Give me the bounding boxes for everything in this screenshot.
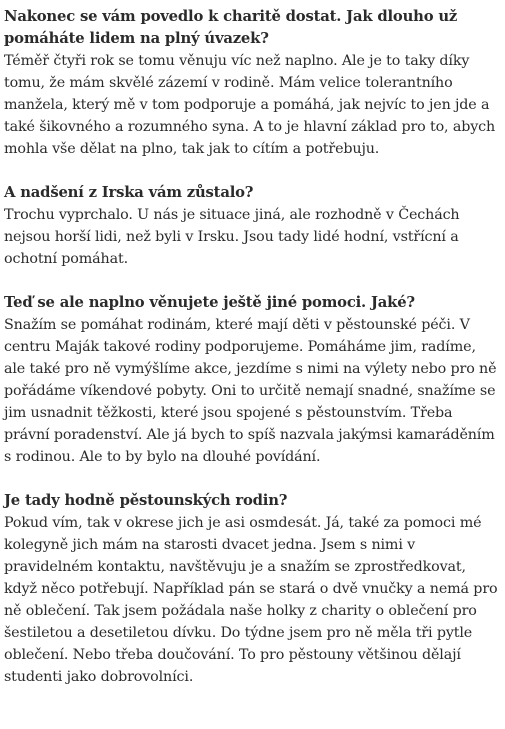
qa-section (4, 182, 499, 270)
interview-question: Je tady hodně pěstounských rodin? (4, 492, 288, 509)
interview-question: Nakonec se vám povedlo k charitě dostat. Jak dlouho už pomáháte lidem na plný úvazek? (4, 8, 458, 47)
interview-question: A nadšení z Irska vám zůstalo? (4, 184, 254, 201)
qa-section (4, 490, 499, 688)
interview-answer: Trochu vyprchalo. U nás je situace jiná, ale rozhodně v Čechách nejsou horší lidi, než byli v Irsku. Jsou tady lidé hodní, vstřícní a ochotní pomáhat. (4, 207, 460, 267)
interview-answer: Snažím se pomáhat rodinám, které mají děti v pěstounské péči. V centru Maják takové rodiny podporujeme. Pomáháme jim, radíme, ale také pro ně vymýšlíme akce, jezdíme s nimi na výlety nebo pro ně pořádáme víkendové pobyty. Oni to určitě nemají snadné, snažíme se jim usnadnit těžkosti, které jsou spojené s pěstounstvím. Třeba právní poradenství. Ale já bych to spíš nazvala jakýmsi kamaráděním s rodinou. Ale to by bylo na dlouhé povídání. (4, 317, 497, 465)
interview-answer: Téměř čtyři rok se tomu věnuju víc než naplno. Ale je to taky díky tomu, že mám skvělé zázemí v rodině. Mám velice tolerantního manžela, který mě v tom podporuje a pomáhá, jak nejvíc to jen jde a také šikovného a rozumného syna. A to je hlavní základ pro to, abych mohla vše dělat na plno, tak jak to cítím a potřebuju. (4, 53, 496, 157)
interview-answer: Pokud vím, tak v okrese jich je asi osmdesát. Já, také za pomoci mé kolegyně jich mám na starosti dvacet jedna. Jsem s nimi v pravidelném kontaktu, navštěvuju je a snažím se zprostředkovat, když něco potřebují. Například pán se stará o dvě vnučky a nemá pro ně oblečení. Tak jsem požádala naše holky z charity o oblečení pro šestiletou a desetiletou dívku. Do týdne jsem pro ně měla tři pytle oblečení. Nebo třeba doučování. To pro pěstouny většinou dělají studenti jako dobrovolníci. (4, 515, 498, 685)
interview-question: Teď se ale naplno věnujete ještě jiné pomoci. Jaké? (4, 294, 415, 311)
qa-section (4, 6, 499, 160)
qa-section (4, 292, 499, 468)
